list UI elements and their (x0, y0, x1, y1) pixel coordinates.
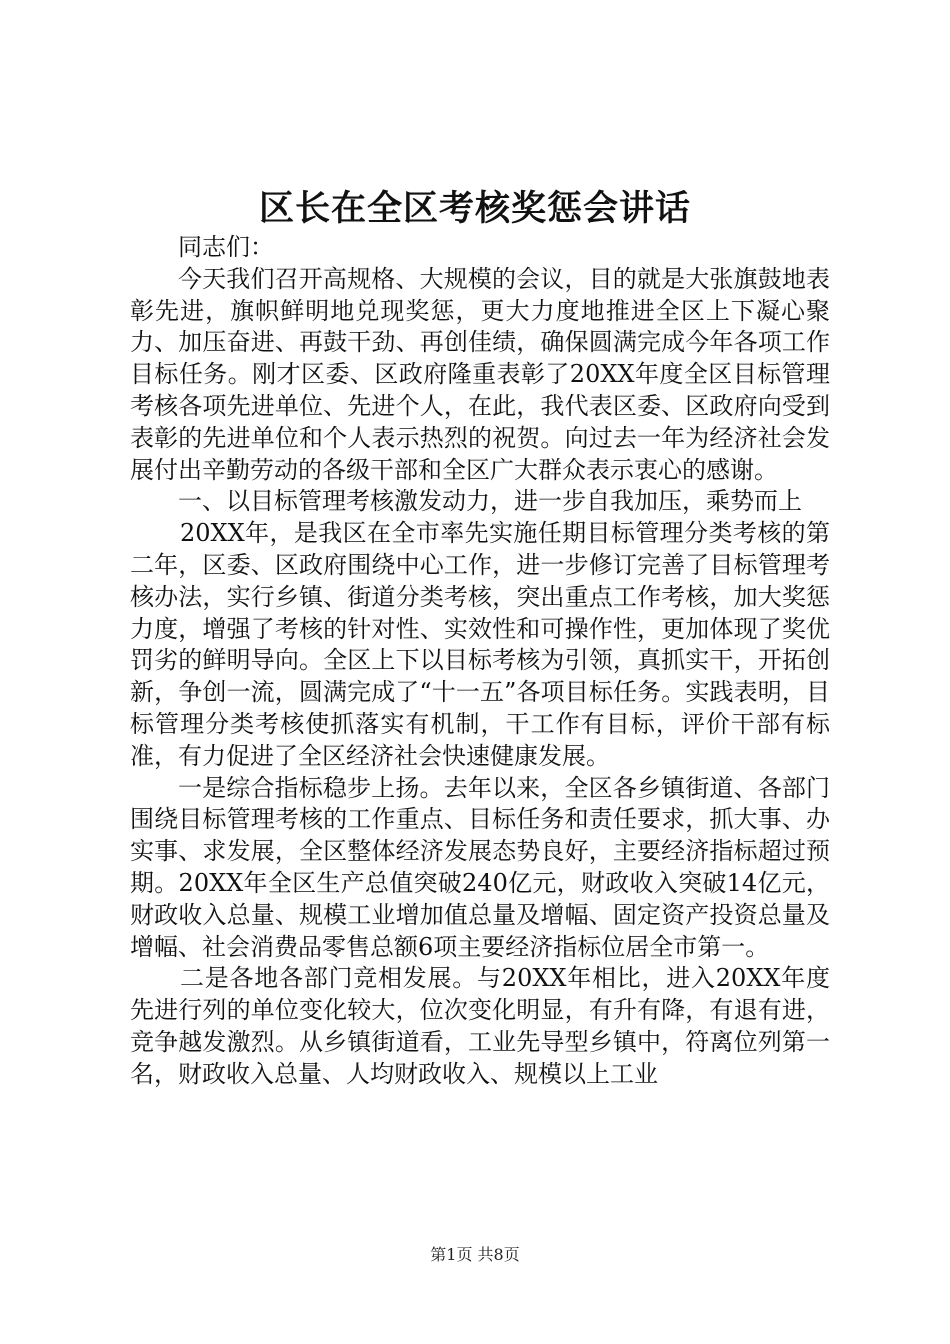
review-paragraph: 20XX年，是我区在全市率先实施任期目标管理分类考核的第二年，区委、区政府围绕中心工作，进一步修订完善了目标管理考核办法，实行乡镇、街道分类考核，突出重点工作考核，加大奖惩力度，增强了考核的针对性、实效性和可操作性，更加体现了奖优罚劣的鲜明导向。全区上下以目标考核为引领，真抓实干，开拓创新，争创一流，圆满完成了“十一五”各项目标任务。实践表明，目标管理分类考核使抓落实有机制，干工作有目标，评价干部有标准，有力促进了全区经济社会快速健康发展。 (130, 519, 830, 770)
opening-paragraph: 今天我们召开高规格、大规模的会议，目的就是大张旗鼓地表彰先进，旗帜鲜明地兑现奖惩，更大力度地推进全区上下凝心聚力、加压奋进、再鼓干劲、再创佳绩，确保圆满完成今年各项工作目标任务。刚才区委、区政府隆重表彰了20XX年度全区目标管理考核各项先进单位、先进个人，在此，我代表区委、区政府向受到表彰的先进单位和个人表示热烈的祝贺。向过去一年为经济社会发展付出辛勤劳动的各级干部和全区广大群众表示衷心的感谢。 (130, 264, 830, 484)
document-body (130, 232, 830, 1091)
point-two-paragraph: 二是各地各部门竞相发展。与20XX年相比，进入20XX年度先进行列的单位变化较大，位次变化明显，有升有降，有退有进，竞争越发激烈。从乡镇街道看，工业先导型乡镇中，符离位列第一名，财政收入总量、人均财政收入、规模以上工业 (130, 964, 830, 1088)
point-one-paragraph: 一是综合指标稳步上扬。去年以来，全区各乡镇街道、各部门围绕目标管理考核的工作重点、目标任务和责任要求，抓大事、办实事、求发展，全区整体经济发展态势良好，主要经济指标超过预期。20XX年全区生产总值突破240亿元，财政收入突破14亿元，财政收入总量、规模工业增加值总量及增幅、固定资产投资总量及增幅、社会消费品零售总额6项主要经济指标位居全市第一。 (130, 773, 830, 961)
salutation-paragraph: 同志们： (178, 233, 274, 261)
document-title: 区长在全区考核奖惩会讲话 (258, 188, 691, 229)
page-number-footer: 第1页 共8页 (430, 1245, 520, 1264)
section-heading-one: 一、以目标管理考核激发动力，进一步自我加压，乘势而上 (178, 487, 802, 516)
